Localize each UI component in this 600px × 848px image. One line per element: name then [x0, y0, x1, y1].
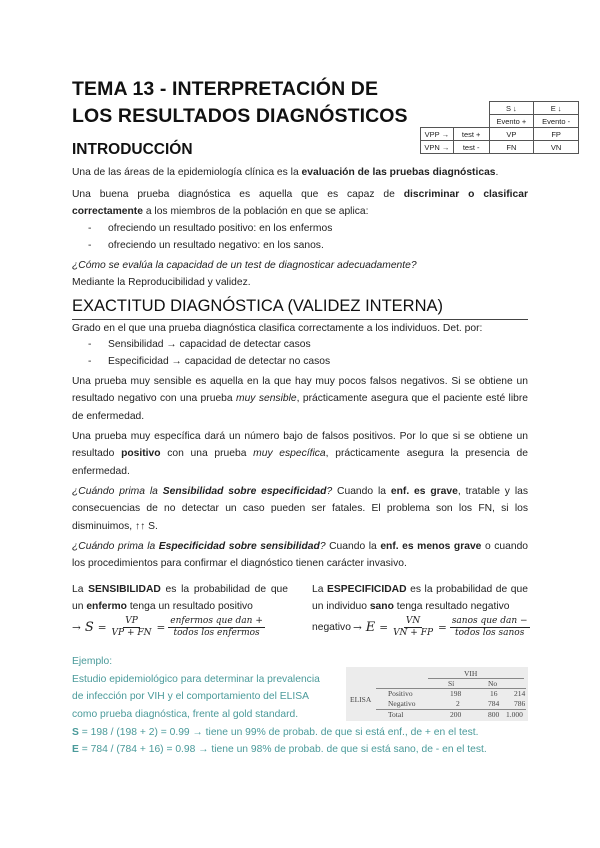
- fp-cell: FP: [534, 128, 579, 141]
- vih-elisa-table: [346, 667, 528, 721]
- sensitivity-priority-paragraph: [72, 483, 528, 535]
- spec-def-bold: sano: [369, 601, 394, 613]
- word-fraction: [168, 616, 265, 639]
- word-fraction: [450, 616, 530, 639]
- arrow-icon: →: [352, 621, 362, 634]
- intro-p2-text: Una buena prueba diagnóstica es aquella que es capaz de: [72, 189, 404, 200]
- table-cell: 198: [450, 689, 462, 698]
- fraction: [110, 616, 154, 639]
- spec-para-mid: con una prueba: [160, 448, 254, 460]
- q2-text: Cuando la: [325, 541, 381, 552]
- formula-symbol: E: [365, 620, 376, 635]
- intro-p1-bold: evaluación de las pruebas diagnósticas: [301, 167, 496, 178]
- specificity-priority-paragraph: [72, 538, 528, 573]
- intro-bullet-list: [88, 221, 528, 254]
- equals-sign: =: [156, 621, 166, 634]
- list-item: - Especificidad → capacidad de detectar no casos: [88, 354, 528, 371]
- page-title: [72, 76, 408, 130]
- q2-bold-italic: Especificidad sobre sensibilidad: [158, 541, 320, 552]
- title-line-1: TEMA 13 - INTERPRETACIÓN DE: [72, 78, 379, 100]
- sensitivity-definition: [72, 581, 288, 616]
- spec-para-end: , prácticamente asegura la presencia de enfermedad.: [72, 448, 528, 477]
- arrow-icon: →: [72, 621, 81, 634]
- sens-def-bold: enfermo: [86, 601, 127, 613]
- contingency-table: [420, 101, 579, 154]
- example-label: Ejemplo:: [72, 656, 113, 667]
- table-cell: 16: [490, 689, 498, 698]
- q1-bold-italic: Sensibilidad sobre especificidad: [162, 486, 327, 497]
- list-item: - ofreciendo un resultado positivo: en los enfermos: [88, 221, 528, 238]
- q1-text: Cuando la: [332, 486, 391, 497]
- row-negativo: Negativo: [388, 699, 416, 708]
- fraction-denominator: todos los sanos: [455, 628, 525, 638]
- q2-bold: enf. es menos grave: [380, 541, 482, 552]
- intro-question-text: ¿Cómo se evalúa la capacidad de un test de diagnosticar adecuadamente?: [72, 260, 417, 271]
- q1-bold: enf. es grave: [390, 486, 458, 497]
- table-cell: 800: [488, 710, 500, 719]
- q2-mark: ?: [319, 541, 326, 552]
- table-cell: 2: [456, 699, 460, 708]
- specificity-calculation: [72, 741, 528, 758]
- table-cell: 200: [450, 710, 462, 719]
- q2-end: o cuando los procedimientos para confirmar el diagnóstico tienen carácter invasivo.: [72, 541, 529, 570]
- exactitud-bullet-list: [88, 337, 528, 370]
- fraction-numerator: VN: [405, 616, 421, 626]
- sensitivity-calculation: [72, 724, 528, 741]
- spec-para-italic: muy específica: [253, 448, 326, 460]
- q1-mark: ?: [326, 486, 333, 497]
- sens-def-end: tenga un resultado positivo: [126, 601, 253, 613]
- row-elisa: ELISA: [350, 695, 372, 704]
- intro-paragraph-2: [72, 186, 528, 221]
- vih-header: VIH: [464, 669, 478, 678]
- e-calc-text: = 784 / (784 + 16) = 0.98 → tiene un 98% de probab. de que si está sano, de - en el test.: [78, 744, 487, 755]
- s-label: S: [72, 727, 79, 738]
- sensitivity-formula: [72, 616, 268, 639]
- spec-para-bold: positivo: [121, 448, 161, 460]
- intro-heading: INTRODUCCIÓN: [72, 141, 193, 158]
- sens-para-end: , prácticamente asegura que el paciente esté libre de enfermedad.: [72, 393, 528, 422]
- table-cell: 214: [514, 689, 526, 698]
- spec-def-text: La: [312, 584, 328, 595]
- intro-question: [72, 257, 528, 274]
- intro-p1-text: Una de las áreas de la epidemiología clínica es la: [72, 167, 302, 178]
- fraction: [391, 616, 435, 639]
- sens-def-term: SENSIBILIDAD: [88, 584, 161, 595]
- vp-cell: VP: [489, 128, 534, 141]
- sens-def-mid: es la probabilidad de que un: [72, 584, 288, 613]
- intro-p2-bold: discriminar o clasificar correctamente: [72, 189, 528, 218]
- fraction-numerator: enfermos que dan +: [170, 616, 263, 626]
- vpp-label: VPP →: [421, 128, 454, 141]
- spec-def-mid: es la probabilidad de que un individuo: [312, 584, 528, 613]
- q1-end: , tratable y las consecuencias de no detectar un caso pueden ser fatales. El problema son los FN, si los disminuimos, ↑↑ S.: [72, 486, 528, 532]
- fn-cell: FN: [489, 141, 534, 154]
- example-line-3: como prueba diagnóstica, frente al gold standard.: [72, 709, 299, 720]
- intro-paragraph-1: [72, 164, 528, 181]
- spec-def-term: ESPECIFICIDAD: [327, 584, 407, 595]
- q2-italic: ¿Cuándo prima la: [72, 541, 159, 552]
- exactitud-heading: EXACTITUD DIAGNÓSTICA (VALIDEZ INTERNA): [72, 297, 443, 315]
- test-neg-label: test -: [453, 141, 489, 154]
- col-no: No: [488, 679, 498, 688]
- specificity-formula: negativo → E = $\frac{VN}{VN + FP}$ = $\frac{\text{sanos que dan −}}{\text{todos los sanos}}$: [312, 616, 528, 638]
- equals-sign: =: [438, 621, 447, 634]
- intro-p1-end: .: [495, 167, 499, 178]
- equals-sign: =: [379, 621, 389, 634]
- table-cell: 786: [514, 699, 526, 708]
- formula-symbol: S: [84, 620, 94, 635]
- sensitive-test-paragraph: [72, 373, 528, 425]
- list-item: - Sensibilidad → capacidad de detectar casos: [88, 337, 528, 354]
- e-label: E: [72, 744, 79, 755]
- table-cell: 1.000: [506, 710, 523, 719]
- table-rule: [428, 678, 524, 679]
- table-cell: 784: [488, 699, 500, 708]
- title-line-2: LOS RESULTADOS DIAGNÓSTICOS: [72, 105, 408, 127]
- equals-sign: =: [97, 621, 107, 634]
- event-pos-header: Evento +: [489, 115, 534, 128]
- example-line-1: Estudio epidemiológico para determinar la prevalencia: [72, 674, 320, 685]
- example-line-2: de infección por VIH y el comportamiento del ELISA: [72, 691, 309, 702]
- fraction-denominator: VP + FN: [111, 628, 152, 638]
- fraction-denominator: todos los enfermos: [173, 628, 260, 638]
- s-header: S ↓: [489, 102, 534, 115]
- specific-test-paragraph: [72, 428, 528, 480]
- s-calc-text: = 198 / (198 + 2) = 0.99 → tiene un 99% de probab. de que si está enf., de + en el test.: [78, 727, 479, 738]
- sens-def-text: La: [72, 584, 89, 595]
- test-pos-label: test +: [453, 128, 489, 141]
- vn-cell: VN: [534, 141, 579, 154]
- spec-def-end: tenga resultado negativo: [393, 601, 510, 613]
- list-item: - ofreciendo un resultado negativo: en los sanos.: [88, 238, 528, 255]
- sens-para-text: Una prueba muy sensible es aquella en la que hay muy pocos falsos negativos. Si se obtiene un resultado negativo con una prueba: [72, 376, 528, 405]
- intro-answer: Mediante la Reproducibilidad y validez.: [72, 277, 251, 288]
- intro-p2-end: a los miembros de la población en que se aplica:: [142, 206, 369, 218]
- e-header: E ↓: [534, 102, 579, 115]
- event-neg-header: Evento -: [534, 115, 579, 128]
- q1-italic: ¿Cuándo prima la: [72, 486, 163, 497]
- row-total: Total: [388, 710, 404, 719]
- vpn-label: VPN →: [421, 141, 454, 154]
- fraction-denominator: VN + FP: [393, 628, 433, 638]
- specificity-definition: [312, 581, 528, 616]
- sens-para-italic: muy sensible: [236, 393, 297, 405]
- exactitud-definition: Grado en el que una prueba diagnóstica clasifica correctamente a los individuos. Det. por:: [72, 323, 483, 334]
- fraction-numerator: VP: [125, 616, 138, 626]
- col-si: Sí: [448, 679, 455, 688]
- spec-para-text: Una prueba muy específica dará un número bajo de falsos positivos. Por lo que si se obtiene un resultado: [72, 431, 528, 460]
- row-positivo: Positivo: [388, 689, 413, 698]
- fraction-numerator: sanos que dan −: [451, 616, 528, 626]
